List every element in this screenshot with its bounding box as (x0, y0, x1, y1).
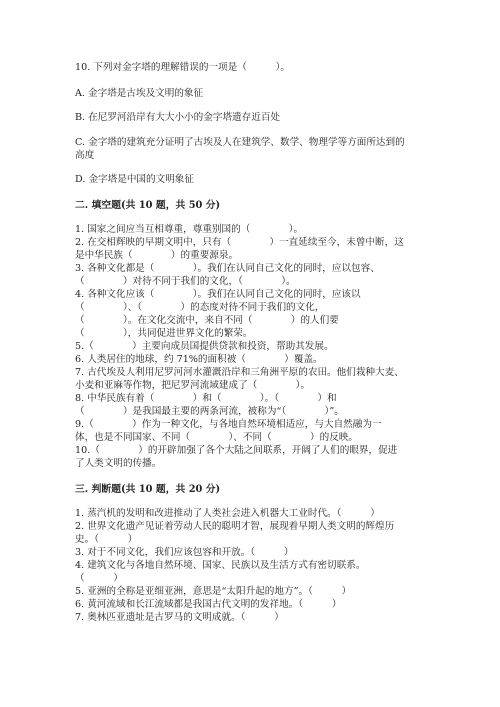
fill-line: （ ），共同促进世界文化的繁荣。 (75, 328, 253, 339)
fill-line: 7. 古代埃及人利用尼罗河河水灌溉沿岸和三角洲平原的农田。他们栽种大麦、 (75, 367, 404, 378)
question-10-stem: 10. 下列对金字塔的理解错误的一项是（ ）。 (75, 62, 290, 73)
fill-line: 3. 各种文化都是（ ）。我们在认同自己文化的同时，应以包容、 (75, 263, 380, 274)
fill-line: 9.（ ）作为一种文化，与各地自然环境相适应，与大自然融为一 (75, 419, 382, 430)
fill-line: （ ）、（ ）的态度对待不同于我们的文化， (75, 302, 325, 313)
judge-line: 4. 建筑文化与各地自然环境、国家、民族以及生活方式有密切联系。 (75, 560, 366, 571)
judge-line: 3. 对于不同文化，我们应该包容和开放。（ ） (75, 547, 294, 558)
judge-line: （ ） (75, 573, 123, 584)
judge-section-heading: 三. 判断题(共 10 题，共 20 分) (75, 484, 221, 495)
fill-line: （ ）。在文化交流中，来自不同（ ）的人们要 (75, 315, 339, 326)
fill-line: 体，也是不同国家、不同（ ）、不同（ ）的反映。 (75, 432, 359, 443)
option-b: B. 在尼罗河沿岸有大大小小的金字塔遗存近百处 (75, 112, 281, 123)
option-c-continued: 高度 (75, 150, 95, 161)
fill-line: 2. 在交相辉映的早期文明中，只有（ ）一直延续至今，未曾中断，这 (75, 237, 404, 248)
option-d: D. 金字塔是中国的文明象征 (75, 174, 194, 185)
fill-line: （ ）是我国最主要的两条河流，被称为“（ ）”。 (75, 406, 344, 417)
fill-line: 4. 各种文化应该（ ）。我们在认同自己文化的同时，应该以 (75, 289, 361, 300)
judge-line: 史。（ ） (75, 534, 138, 545)
judge-line: 5. 亚洲的全称是亚细亚洲，意思是“太阳升起的地方”。（ ） (75, 586, 352, 597)
judge-line: 6. 黄河流域和长江流域都是我国古代文明的发祥地。（ ） (75, 599, 342, 610)
fill-line: 小麦和亚麻等作物，把尼罗河流域建成了（ ）。 (75, 380, 311, 391)
fill-line: 1. 国家之间应当互相尊重，尊重别国的（ ）。 (75, 224, 304, 235)
fill-line: 6. 人类居住的地球，约 71%的面积被（ ）覆盖。 (75, 354, 323, 365)
fill-line: 是中华民族（ ）的重要源泉。 (75, 250, 239, 261)
fill-line: 5.（ ）主要向成员国提供贷款和投资，帮助其发展。 (75, 341, 334, 352)
fill-line: 了人类文明的传播。 (75, 458, 162, 469)
fill-line: 10.（ ）的开辟加强了各个大陆之间联系，开阔了人们的眼界，促进 (75, 445, 398, 456)
judge-line: 2. 世界文化遗产见证着劳动人民的聪明才智，展现着早期人类文明的辉煌历 (75, 521, 395, 532)
option-a: A. 金字塔是古埃及文明的象征 (75, 88, 204, 99)
fill-line: （ ）对待不同于我们的文化，（ ）。 (75, 276, 296, 287)
fill-section-heading: 二. 填空题(共 10 题，共 50 分) (75, 200, 221, 211)
fill-line: 8. 中华民族有着（ ）和（ ）。（ ）和 (75, 393, 337, 404)
option-c: C. 金字塔的建筑充分证明了古埃及人在建筑学、数学、物理学等方面所达到的 (75, 137, 405, 148)
judge-line: 1. 蒸汽机的发明和改进推动了人类社会进入机器大工业时代。（ ） (75, 508, 380, 519)
judge-line: 7. 奥林匹亚遗址是古罗马的文明成就。（ ） (75, 612, 284, 623)
